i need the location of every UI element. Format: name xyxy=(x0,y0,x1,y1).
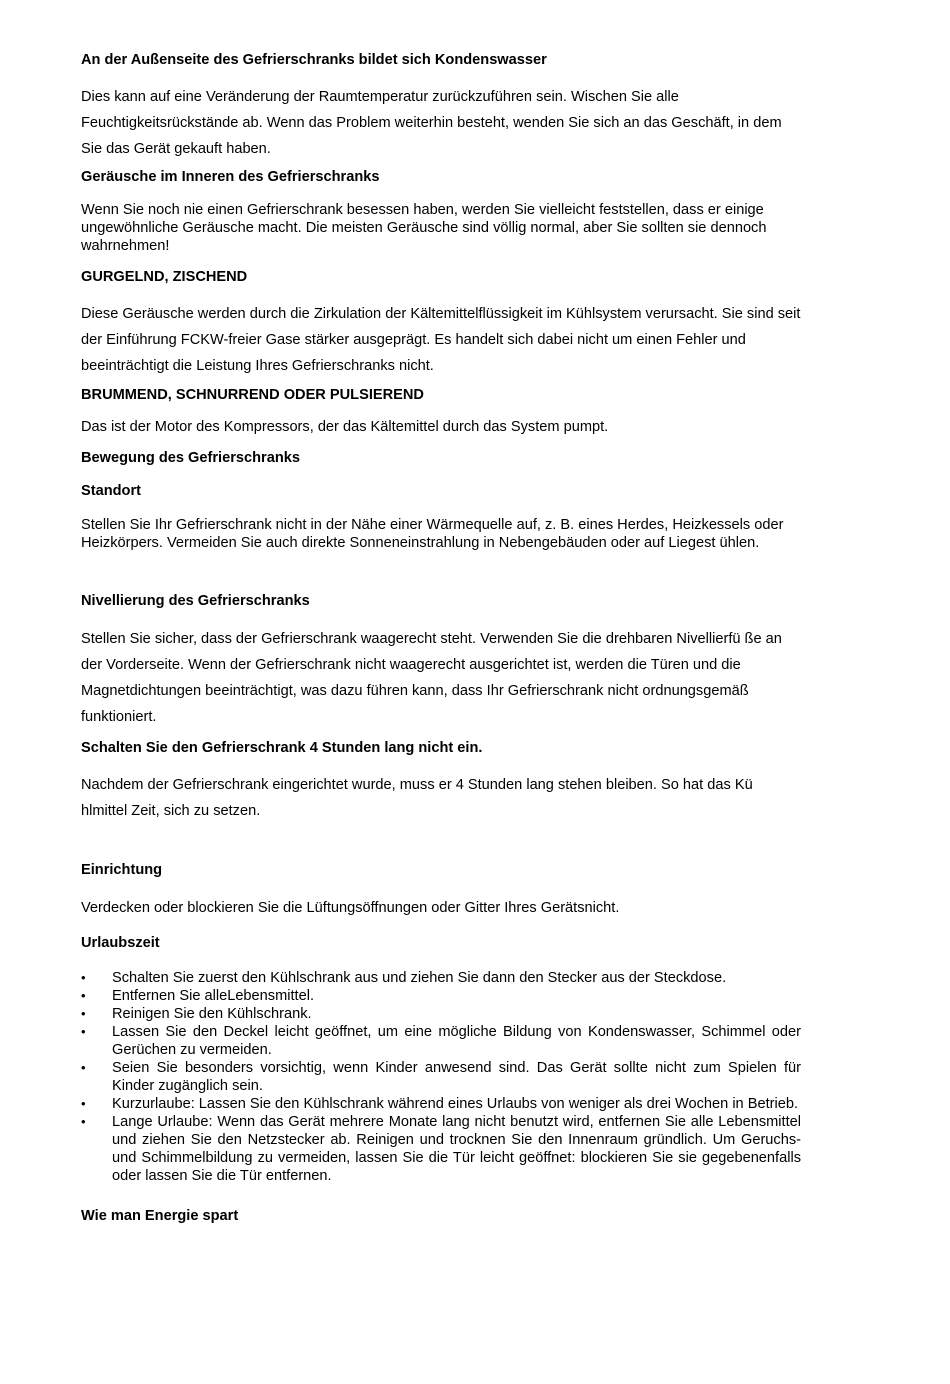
paragraph-standort: Stellen Sie Ihr Gefrierschrank nicht in der Nähe einer Wärmequelle auf, z. B. eines Herdes, Heizkessels oder Heizkörpers. Vermeiden Sie auch direkte Sonneneinstrahlung in Nebengebäuden oder auf Liegest ühlen. xyxy=(81,517,784,551)
bullet-icon: • xyxy=(81,1024,86,1039)
heading-energie: Wie man Energie spart xyxy=(81,1208,239,1224)
heading-schalten: Schalten Sie den Gefrierschrank 4 Stunden lang nicht ein. xyxy=(81,740,483,756)
paragraph-nivellierung: Stellen Sie sicher, dass der Gefrierschrank waagerecht steht. Verwenden Sie die drehbaren Nivellierfü ße an der Vorderseite. Wenn der Gefrierschrank nicht waagerecht ausgerichtet ist, werden die Türen und die Magnetdichtungen beeinträchtigt, was dazu führen kann, dass Ihr Gefrierschrank nicht ordnungsgemäß funktioniert. xyxy=(81,631,782,725)
bullet-icon: • xyxy=(81,970,86,985)
heading-brummend: BRUMMEND, SCHNURREND ODER PULSIEREND xyxy=(81,387,424,403)
heading-einrichtung: Einrichtung xyxy=(81,862,163,878)
paragraph-geraeusche: Wenn Sie noch nie einen Gefrierschrank besessen haben, werden Sie vielleicht feststellen, dass er einige ungewöhnliche Geräusche macht. Die meisten Geräusche sind völlig normal, aber Sie sollten sie dennoch wahrnehmen! xyxy=(81,202,767,254)
vacation-bullet-list xyxy=(81,969,801,1185)
heading-kondenswasser: An der Außenseite des Gefrierschranks bildet sich Kondenswasser xyxy=(81,52,547,68)
paragraph-kondenswasser: Dies kann auf eine Veränderung der Raumtemperatur zurückzuführen sein. Wischen Sie alle Feuchtigkeitsrückstände ab. Wenn das Problem weiterhin besteht, wenden Sie sich an das Geschäft, in dem Sie das Gerät gekauft haben. xyxy=(81,89,782,157)
list-item: • Seien Sie besonders vorsichtig, wenn Kinder anwesend sind. Das Gerät sollte nicht zum Spielen für Kinder zugänglich sein. xyxy=(81,1060,801,1094)
paragraph-brummend: Das ist der Motor des Kompressors, der das Kältemittel durch das System pumpt. xyxy=(81,419,609,435)
heading-nivellierung: Nivellierung des Gefrierschranks xyxy=(81,593,310,609)
list-item: • Entfernen Sie alleLebensmittel. xyxy=(81,988,315,1004)
list-item: • Reinigen Sie den Kühlschrank. xyxy=(81,1006,312,1022)
bullet-icon: • xyxy=(81,1114,86,1129)
heading-urlaubszeit: Urlaubszeit xyxy=(81,935,160,951)
list-item: • Kurzurlaube: Lassen Sie den Kühlschrank während eines Urlaubs von weniger als drei Wochen in Betrieb. xyxy=(81,1096,799,1112)
heading-bewegung: Bewegung des Gefrierschranks xyxy=(81,450,300,466)
bullet-icon: • xyxy=(81,1060,86,1075)
paragraph-einrichtung: Verdecken oder blockieren Sie die Lüftungsöffnungen oder Gitter Ihres Gerätsnicht. xyxy=(81,900,620,916)
paragraph-gurgelnd: Diese Geräusche werden durch die Zirkulation der Kältemittelflüssigkeit im Kühlsystem verursacht. Sie sind seit der Einführung FCKW-freier Gase stärker ausgeprägt. Es handelt sich dabei nicht um einen Fehler und beeinträchtigt die Leistung Ihres Gefrierschranks nicht. xyxy=(81,306,801,374)
list-item: • Lange Urlaube: Wenn das Gerät mehrere Monate lang nicht benutzt wird, entfernen Sie alle Lebensmittel und ziehen Sie den Netzstecker ab. Reinigen und trocknen Sie den Innenraum gründlich. Um Geruchs- und Schimmelbildung zu vermeiden, lassen Sie die Tür leicht geöffnet: blockieren Sie sie gegebenenfalls oder lassen Sie die Tür entfernen. xyxy=(81,1114,801,1184)
heading-gurgelnd: GURGELND, ZISCHEND xyxy=(81,269,248,285)
bullet-icon: • xyxy=(81,988,86,1003)
document-page xyxy=(81,0,801,1384)
heading-geraeusche: Geräusche im Inneren des Gefrierschranks xyxy=(81,169,380,185)
list-item: • Schalten Sie zuerst den Kühlschrank aus und ziehen Sie dann den Stecker aus der Steckdose. xyxy=(81,970,727,986)
list-item: • Lassen Sie den Deckel leicht geöffnet, um eine mögliche Bildung von Kondenswasser, Schimmel oder Gerüchen zu vermeiden. xyxy=(81,1024,801,1058)
bullet-icon: • xyxy=(81,1006,86,1021)
paragraph-schalten: Nachdem der Gefrierschrank eingerichtet wurde, muss er 4 Stunden lang stehen bleiben. So hat das Kü hlmittel Zeit, sich zu setzen. xyxy=(81,777,753,819)
heading-standort: Standort xyxy=(81,483,141,499)
bullet-icon: • xyxy=(81,1096,86,1111)
